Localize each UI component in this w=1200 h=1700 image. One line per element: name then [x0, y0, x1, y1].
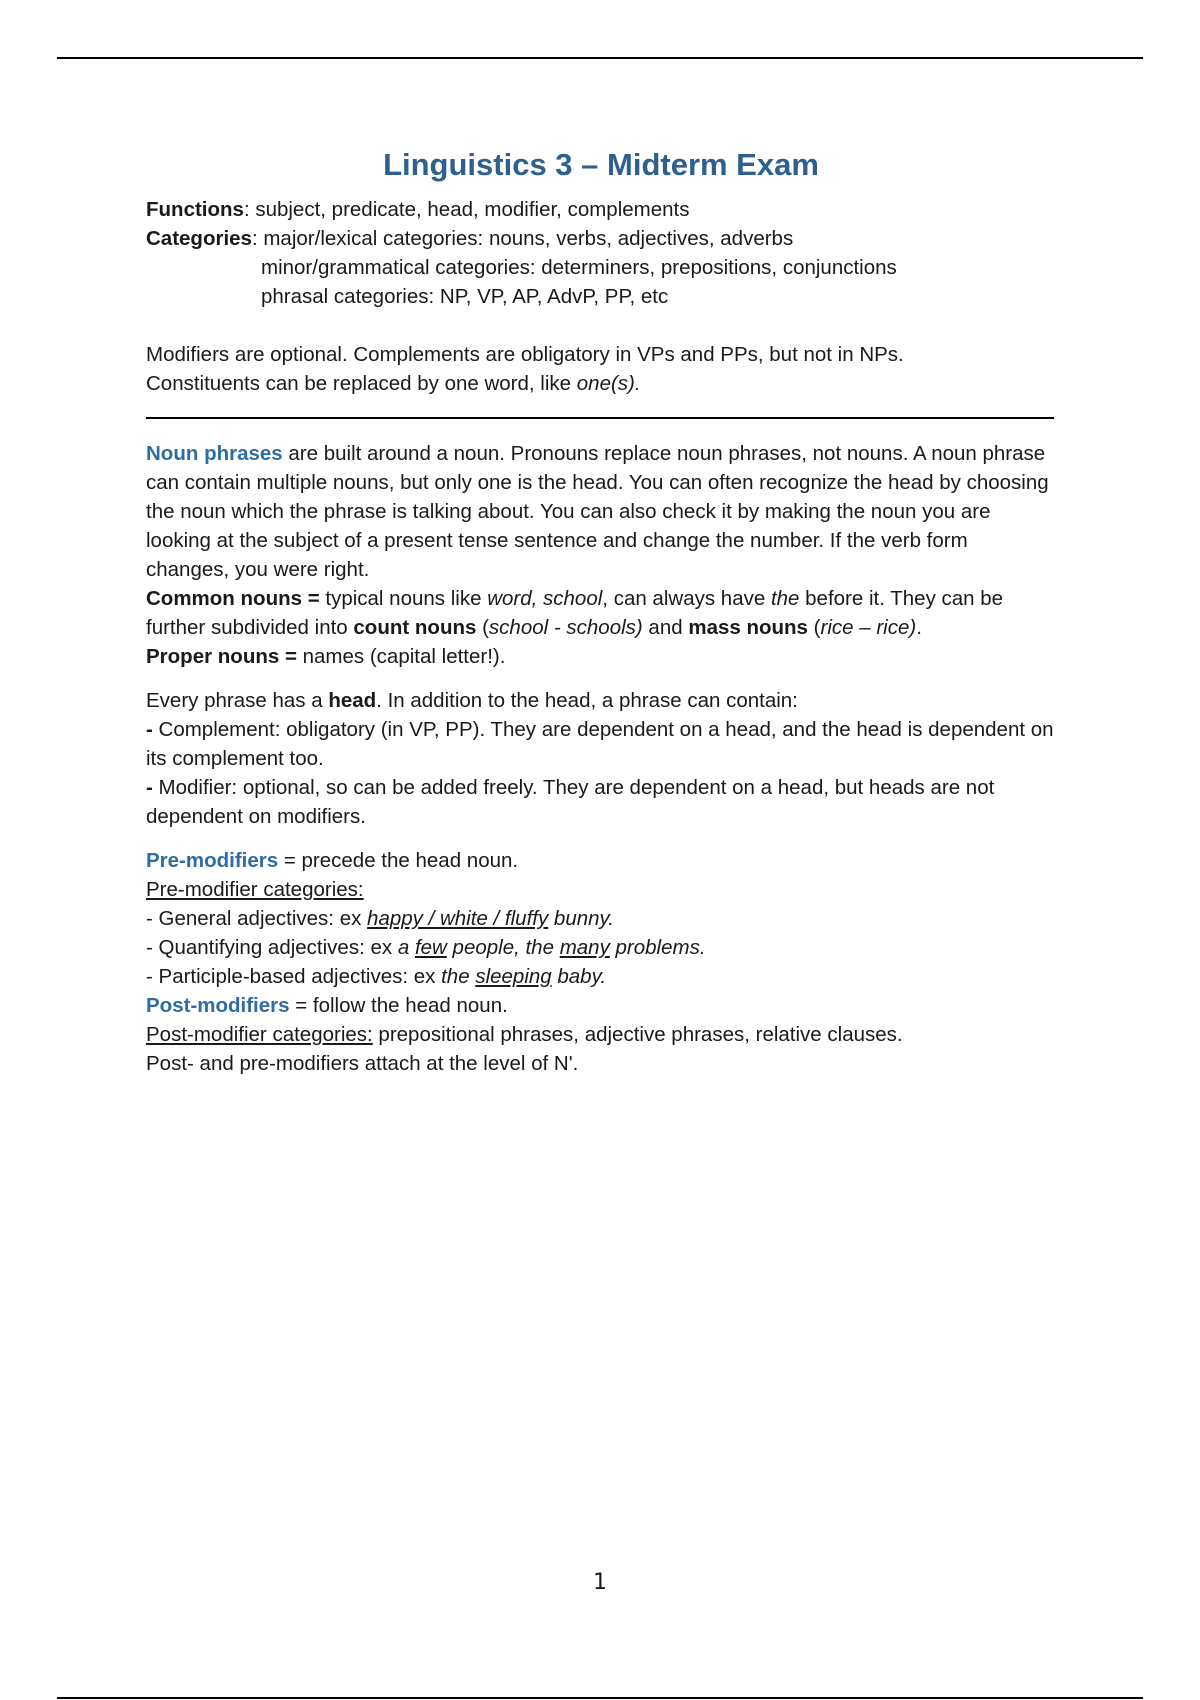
noun-phrases-body: are built around a noun. Pronouns replace noun phrases, not nouns. A noun phrase can contain multiple nouns, but only one is the head. You can often recognize the head by choosing the noun which the phrase is talking about. You can also check it by making the noun you are looking at the subject of a present tense sentence and change the number. If the verb form changes, you were right. [146, 442, 1049, 581]
common-nouns-label: Common nouns = [146, 587, 320, 610]
post-modifiers-line [146, 991, 1056, 1020]
quantifying-adjectives-text: - Quantifying adjectives: ex [146, 936, 398, 959]
page-number: 1 [593, 1570, 607, 1595]
section-divider [146, 417, 1054, 419]
page-title: Linguistics 3 – Midterm Exam [383, 147, 819, 182]
common-nouns-text: before it. They can be further subdivided into [146, 587, 1004, 639]
constituents-line [146, 369, 1056, 398]
head-term: head [328, 689, 377, 712]
noun-phrases-section [146, 439, 1056, 671]
mass-nouns-text: ( [807, 616, 821, 639]
footer-rule [57, 1697, 1143, 1699]
pre-modifier-categories-label: Pre-modifier categories: [146, 878, 364, 901]
count-nouns-text: and [642, 616, 689, 639]
common-nouns-example: word, school [487, 587, 603, 610]
modifier-item [146, 773, 1056, 831]
heads-text: Every phrase has a [146, 689, 329, 712]
quantifying-example: people, the [446, 936, 560, 959]
count-nouns-label: count nouns [353, 616, 477, 639]
participle-adjectives-text: - Participle-based adjectives: ex [146, 965, 442, 988]
participle-adjectives-item [146, 962, 1056, 991]
header-rule [57, 57, 1143, 59]
noun-phrases-term: Noun phrases [146, 442, 283, 465]
quantifying-adjectives-item [146, 933, 1056, 962]
mass-nouns-example: rice – rice) [820, 616, 917, 639]
functions-line [146, 195, 1056, 224]
quantifying-example: problems. [609, 936, 706, 959]
common-nouns-text: , can always have [602, 587, 771, 610]
count-nouns-text: ( [476, 616, 489, 639]
modifier-text: Modifier: optional, so can be added freely. They are dependent on a head, but heads are not dependent on modifiers. [146, 776, 995, 828]
participle-example: baby. [551, 965, 607, 988]
common-nouns-text: typical nouns like [319, 587, 488, 610]
proper-nouns-label: Proper nouns = [146, 645, 297, 668]
categories-line [146, 224, 1056, 253]
heads-intro [146, 686, 1056, 715]
participle-example-sleeping: sleeping [475, 965, 552, 988]
complement-text: Complement: obligatory (in VP, PP). They are dependent on a head, and the head is dependent on its complement too. [146, 718, 1054, 770]
functions-text: : subject, predicate, head, modifier, complements [243, 198, 690, 221]
pre-modifiers-text: = precede the head noun. [278, 849, 519, 872]
heads-section [146, 686, 1056, 831]
pre-modifiers-term: Pre-modifiers [146, 849, 279, 872]
post-modifier-categories-line [146, 1020, 1056, 1049]
post-modifier-categories-text: prepositional phrases, adjective phrases, relative clauses. [372, 1023, 903, 1046]
article-example: the [770, 587, 800, 610]
noun-phrases-paragraph [146, 439, 1056, 584]
constituents-example: one(s). [576, 372, 641, 395]
quantifying-example: a [397, 936, 415, 959]
general-adjectives-item [146, 904, 1056, 933]
categories-line-2: minor/grammatical categories: determiners, prepositions, conjunctions [261, 256, 897, 279]
mass-nouns-text: . [916, 616, 922, 639]
proper-nouns-line [146, 642, 1056, 671]
categories-line-1: : major/lexical categories: nouns, verbs, adjectives, adverbs [251, 227, 794, 250]
functions-label: Functions [146, 198, 244, 221]
participle-example: the [441, 965, 476, 988]
general-adjectives-example: happy / white / fluffy [367, 907, 549, 930]
common-nouns-paragraph [146, 584, 1056, 642]
modifiers-section [146, 846, 1056, 1078]
general-adjectives-text: - General adjectives: ex [146, 907, 368, 930]
proper-nouns-text: names (capital letter!). [296, 645, 506, 668]
post-modifiers-text: = follow the head noun. [289, 994, 508, 1017]
constituents-text: Constituents can be replaced by one word, like [146, 372, 577, 395]
pre-modifier-categories-heading [146, 875, 1056, 904]
heads-text: . In addition to the head, a phrase can contain: [376, 689, 798, 712]
complement-item [146, 715, 1056, 773]
modifiers-summary: Modifiers are optional. Complements are obligatory in VPs and PPs, but not in NPs. [146, 343, 904, 366]
mass-nouns-label: mass nouns [688, 616, 808, 639]
post-modifiers-term: Post-modifiers [146, 994, 290, 1017]
spacer [146, 671, 1056, 686]
attach-level-line: Post- and pre-modifiers attach at the level of N'. [146, 1052, 579, 1075]
count-nouns-example: school - schools) [488, 616, 643, 639]
document-body [146, 145, 1056, 1078]
bullet-dash: - [146, 776, 153, 799]
categories-line-3: phrasal categories: NP, VP, AP, AdvP, PP, etc [261, 285, 669, 308]
quantifying-example-many: many [559, 936, 610, 959]
spacer [146, 831, 1056, 846]
post-modifier-categories-label: Post-modifier categories: [146, 1023, 373, 1046]
pre-modifiers-line [146, 846, 1056, 875]
spacer [146, 311, 1056, 340]
intro-section [146, 195, 1056, 398]
general-adjectives-noun: bunny. [548, 907, 614, 930]
bullet-dash: - [146, 718, 153, 741]
categories-label: Categories [146, 227, 252, 250]
quantifying-example-few: few [414, 936, 447, 959]
